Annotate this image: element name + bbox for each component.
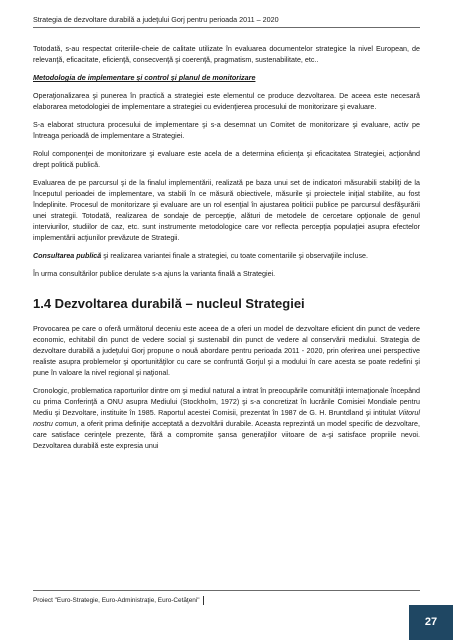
paragraph-criteria: Totodată, s-au respectat criteriile-cheie de calitate utilizate în evaluarea documentelor strategice la nivel European, de relevanţă, eficacitate, eficienţă, consecvenţă şi coerenţă, pragmatism, sustenabilitate, etc.. bbox=[33, 45, 420, 64]
paragraph-challenge: Provocarea pe care o oferă următorul deceniu este aceea de a oferi un model de dezvoltare eficient din punct de vedere economic, echitabil din punct de vedere social şi sustenabil din punct de vedere al conservării mediului. Strategia de dezvoltare durabilă a judeţului Gorj propune o nouă abordare pentru perioada 2011 - 2020, prin oferirea unei perspective realiste asupra problemelor şi oportunităţilor cu care se confruntă Gorjul şi a modului în care acesta se poate redefini şi pune în valoare la nivel regional şi naţional. bbox=[33, 324, 420, 377]
paragraph-chronology bbox=[33, 386, 420, 452]
subheading-methodology: Metodologia de implementare şi control şi planul de monitorizare bbox=[33, 73, 256, 83]
public-consultation-lead: Consultarea publică bbox=[33, 251, 102, 260]
paragraph-public-consultation bbox=[33, 251, 420, 262]
chronology-part-b: , a oferit prima definiţie acceptată a dezvoltării durabile. Aceasta reprezintă un model specific de dezvoltare, care satisface cerinţele prezente, fără a compromite şansa generaţiilor viitoare de a-şi satisface propriile nevoi. Dezvoltarea durabilă este expresia unui bbox=[33, 419, 420, 450]
footer-project: Proiect "Euro-Strategie, Euro-Administraţie, Euro-Cetăţeni" bbox=[33, 597, 200, 605]
public-consultation-rest: şi realizarea variantei finale a strategiei, cu toate comentariile şi observaţiile incluse. bbox=[101, 251, 368, 260]
section-title: 1.4 Dezvoltarea durabilă – nucleul Strategiei bbox=[33, 295, 305, 311]
paragraph-evaluation: Evaluarea de pe parcursul şi de la finalul implementării, realizată pe baza unui set de indicatori măsurabili stabiliţi de la începutul perioadei de implementare, va stabili în ce măsură obiectivele, măsurile şi proiectele iniţial stabilite, au fost îndeplinite. Procesul de monitorizare şi evaluare are un rol esenţial în ajustarea politicii publice pe parcursul desfăşurării unei strategii. Totodată, realizarea de sondaje de percepţie, alături de metodele de cercetare opţionale de genul interviurilor, studiilor de caz, etc. sunt instrumente metodologice care vor reflecta percepţia populaţiei asupra efectelor implementării acţiunilor prevăzute de Strategii. bbox=[33, 178, 420, 242]
chronology-italic-title: Viitorul nostru comun bbox=[33, 408, 420, 428]
chronology-part-a: Cronologic, problematica raporturilor dintre om şi mediul natural a intrat în preocupările comunităţii internaţionale începând cu prima Conferinţă a ONU asupra Mediului (Stockholm, 1972) şi s-a concretizat în lucrările Comisiei Mondiale pentru Mediu şi Dezvoltare, instituite în 1985. Raportul acestei Comisii, prezentat în 1987 de G. H. Bruntdland şi intitulat bbox=[33, 386, 420, 417]
footer bbox=[33, 596, 204, 605]
page-number: 27 bbox=[409, 605, 453, 640]
header-divider bbox=[33, 27, 420, 28]
paragraph-structure: S-a elaborat structura procesului de implementare şi s-a desemnat un Comitet de monitorizare şi evaluare, activ pe întreaga perioadă de implementare a Strategiei. bbox=[33, 120, 420, 140]
paragraph-monitoring-role: Rolul componenţei de monitorizare şi evaluare este acela de a determina eficienţa şi eficacitatea Strategiei, acţionând drept politică publică. bbox=[33, 149, 420, 169]
page-body bbox=[33, 44, 420, 459]
footer-divider bbox=[33, 590, 420, 591]
paragraph-operationalization: Operaţionalizarea şi punerea în practică a strategiei este elementul ce produce dezvoltarea. De aceea este necesară elaborarea metodologiei de implementare a strategiei cu evidenţierea procesului de monitorizare şi evaluare. bbox=[33, 91, 420, 111]
paragraph-final-version: În urma consultărilor publice derulate s-a ajuns la varianta finală a Strategiei. bbox=[33, 269, 276, 278]
running-header: Strategia de dezvoltare durabilă a judeţului Gorj pentru perioada 2011 – 2020 bbox=[33, 15, 279, 24]
footer-separator bbox=[203, 596, 204, 605]
